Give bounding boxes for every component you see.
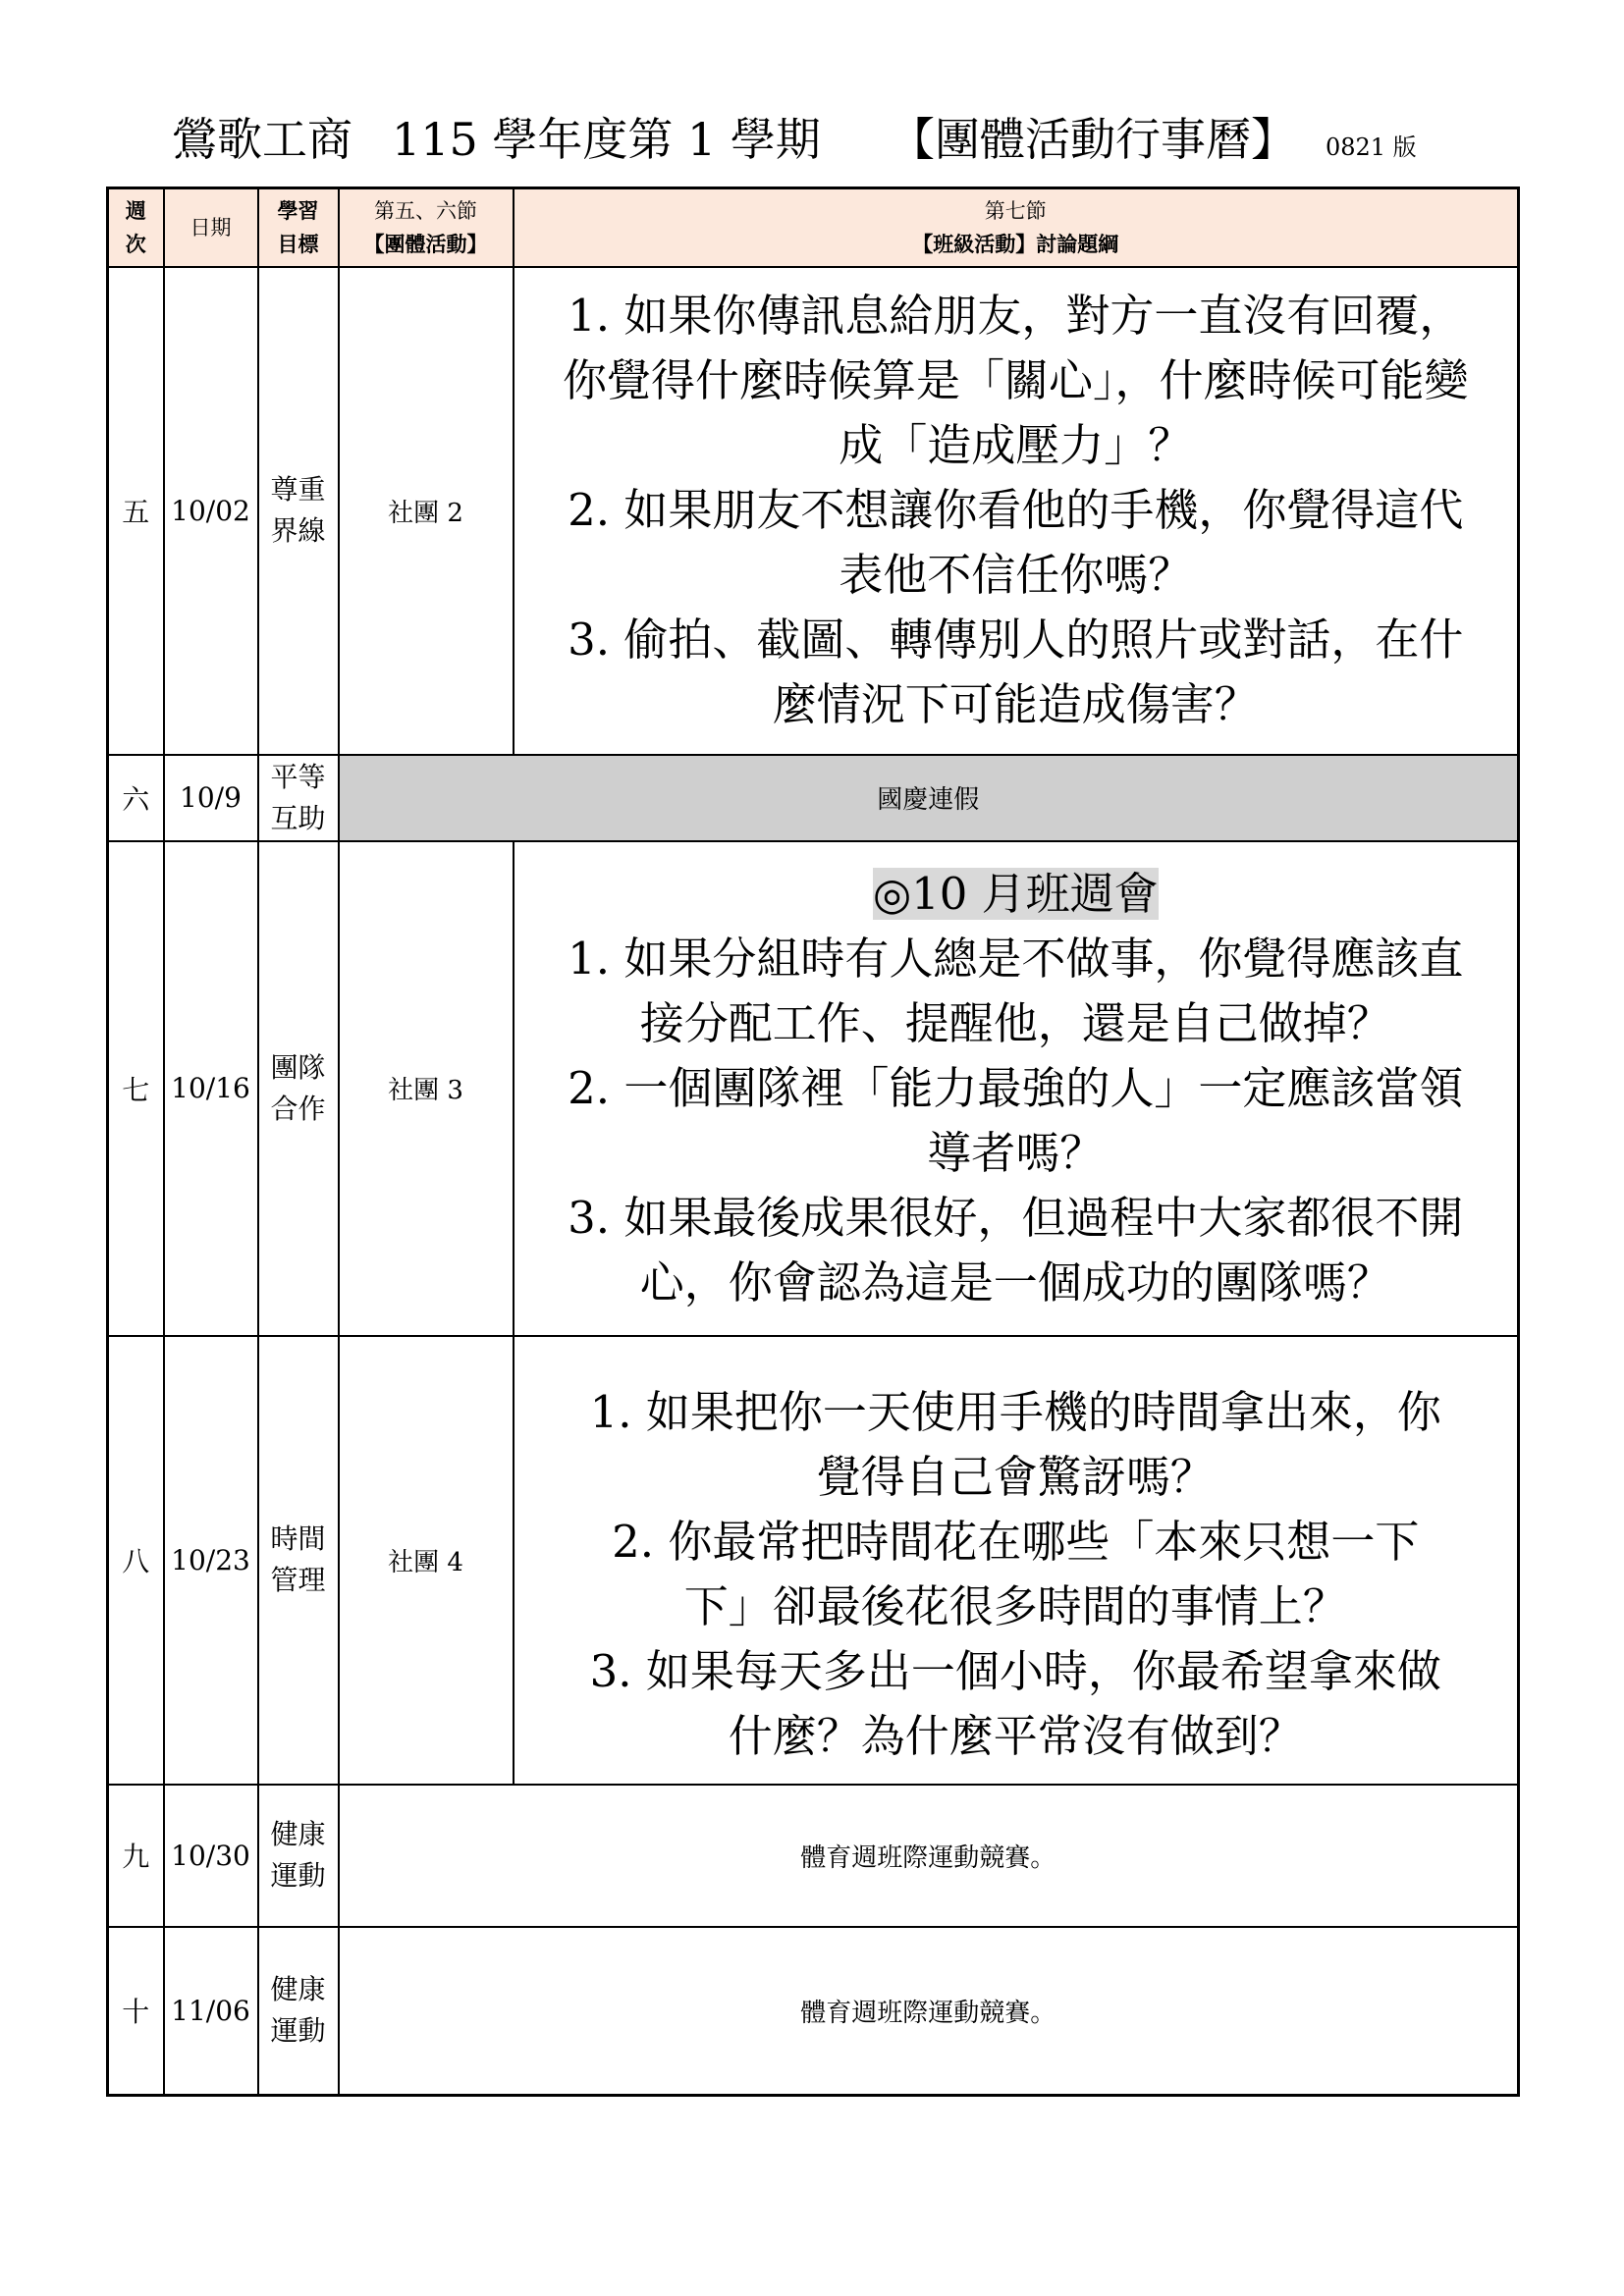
table-row: [108, 755, 1519, 841]
table-row: [108, 1927, 1519, 2096]
header-goal: 學習 目標: [258, 188, 339, 267]
goal-cell: 平等 互助: [258, 755, 339, 841]
date-cell: 10/02: [164, 267, 258, 755]
table-row: [108, 1785, 1519, 1927]
table-header-row: [108, 188, 1519, 267]
discussion-topics: 1. 如果你傳訊息給朋友，對方一直沒有回覆， 你覺得什麼時候算是「關心」，什麼時候可能變 成「造成壓力」？ 2. 如果朋友不想讓你看他的手機，你覺得這代 表他不信任你嗎？ 3. 偷拍、截圖、轉傳別人的照片或對話，在什 麼情況下可能造成傷害？: [514, 267, 1519, 755]
goal-cell: 時間 管理: [258, 1336, 339, 1785]
header-period-7: 第七節 【班級活動】討論題綱: [514, 188, 1519, 267]
week-cell: 五: [108, 267, 164, 755]
date-cell: 10/16: [164, 841, 258, 1336]
table-row: [108, 267, 1519, 755]
club-cell: 社團 2: [339, 267, 514, 755]
header-periods-5-6: 第五、六節 【團體活動】: [339, 188, 514, 267]
goal-cell: 健康 運動: [258, 1785, 339, 1927]
holiday-cell: 國慶連假: [339, 755, 1519, 841]
school-name: 鶯歌工商: [172, 113, 352, 166]
week-cell: 六: [108, 755, 164, 841]
date-cell: 10/30: [164, 1785, 258, 1927]
event-cell: 體育週班際運動競賽。: [339, 1927, 1519, 2096]
discussion-topics: ◎10 月班週會 1. 如果分組時有人總是不做事，你覺得應該直 接分配工作、提醒他，還是自己做掉？ 2. 一個團隊裡「能力最強的人」一定應該當領 導者嗎？ 3. 如果最後成果很好，但過程中大家都很不開 心，你會認為這是一個成功的團隊嗎？: [514, 841, 1519, 1336]
goal-cell: 團隊 合作: [258, 841, 339, 1336]
date-cell: 10/23: [164, 1336, 258, 1785]
week-cell: 十: [108, 1927, 164, 2096]
meeting-heading: ◎10 月班週會: [872, 867, 1159, 920]
discussion-topics: 1. 如果把你一天使用手機的時間拿出來，你 覺得自己會驚訝嗎？ 2. 你最常把時間花在哪些「本來只想一下 下」卻最後花很多時間的事情上？ 3. 如果每天多出一個小時，你最希望拿來做 什麼？為什麼平常沒有做到？: [514, 1336, 1519, 1785]
header-week: 週 次: [108, 188, 164, 267]
header-date: 日期: [164, 188, 258, 267]
table-row: [108, 841, 1519, 1336]
semester-label: 115 學年度第 1 學期: [392, 113, 821, 166]
club-cell: 社團 3: [339, 841, 514, 1336]
goal-cell: 健康 運動: [258, 1927, 339, 2096]
club-cell: 社團 4: [339, 1336, 514, 1785]
event-cell: 體育週班際運動競賽。: [339, 1785, 1519, 1927]
table-row: [108, 1336, 1519, 1785]
page-title: [172, 110, 1417, 177]
calendar-title: 【團體活動行事曆】: [889, 113, 1296, 166]
activity-schedule-table: [106, 187, 1520, 2097]
date-cell: 11/06: [164, 1927, 258, 2096]
version-label: 0821 版: [1325, 133, 1417, 161]
date-cell: 10/9: [164, 755, 258, 841]
goal-cell: 尊重 界線: [258, 267, 339, 755]
week-cell: 七: [108, 841, 164, 1336]
week-cell: 八: [108, 1336, 164, 1785]
week-cell: 九: [108, 1785, 164, 1927]
